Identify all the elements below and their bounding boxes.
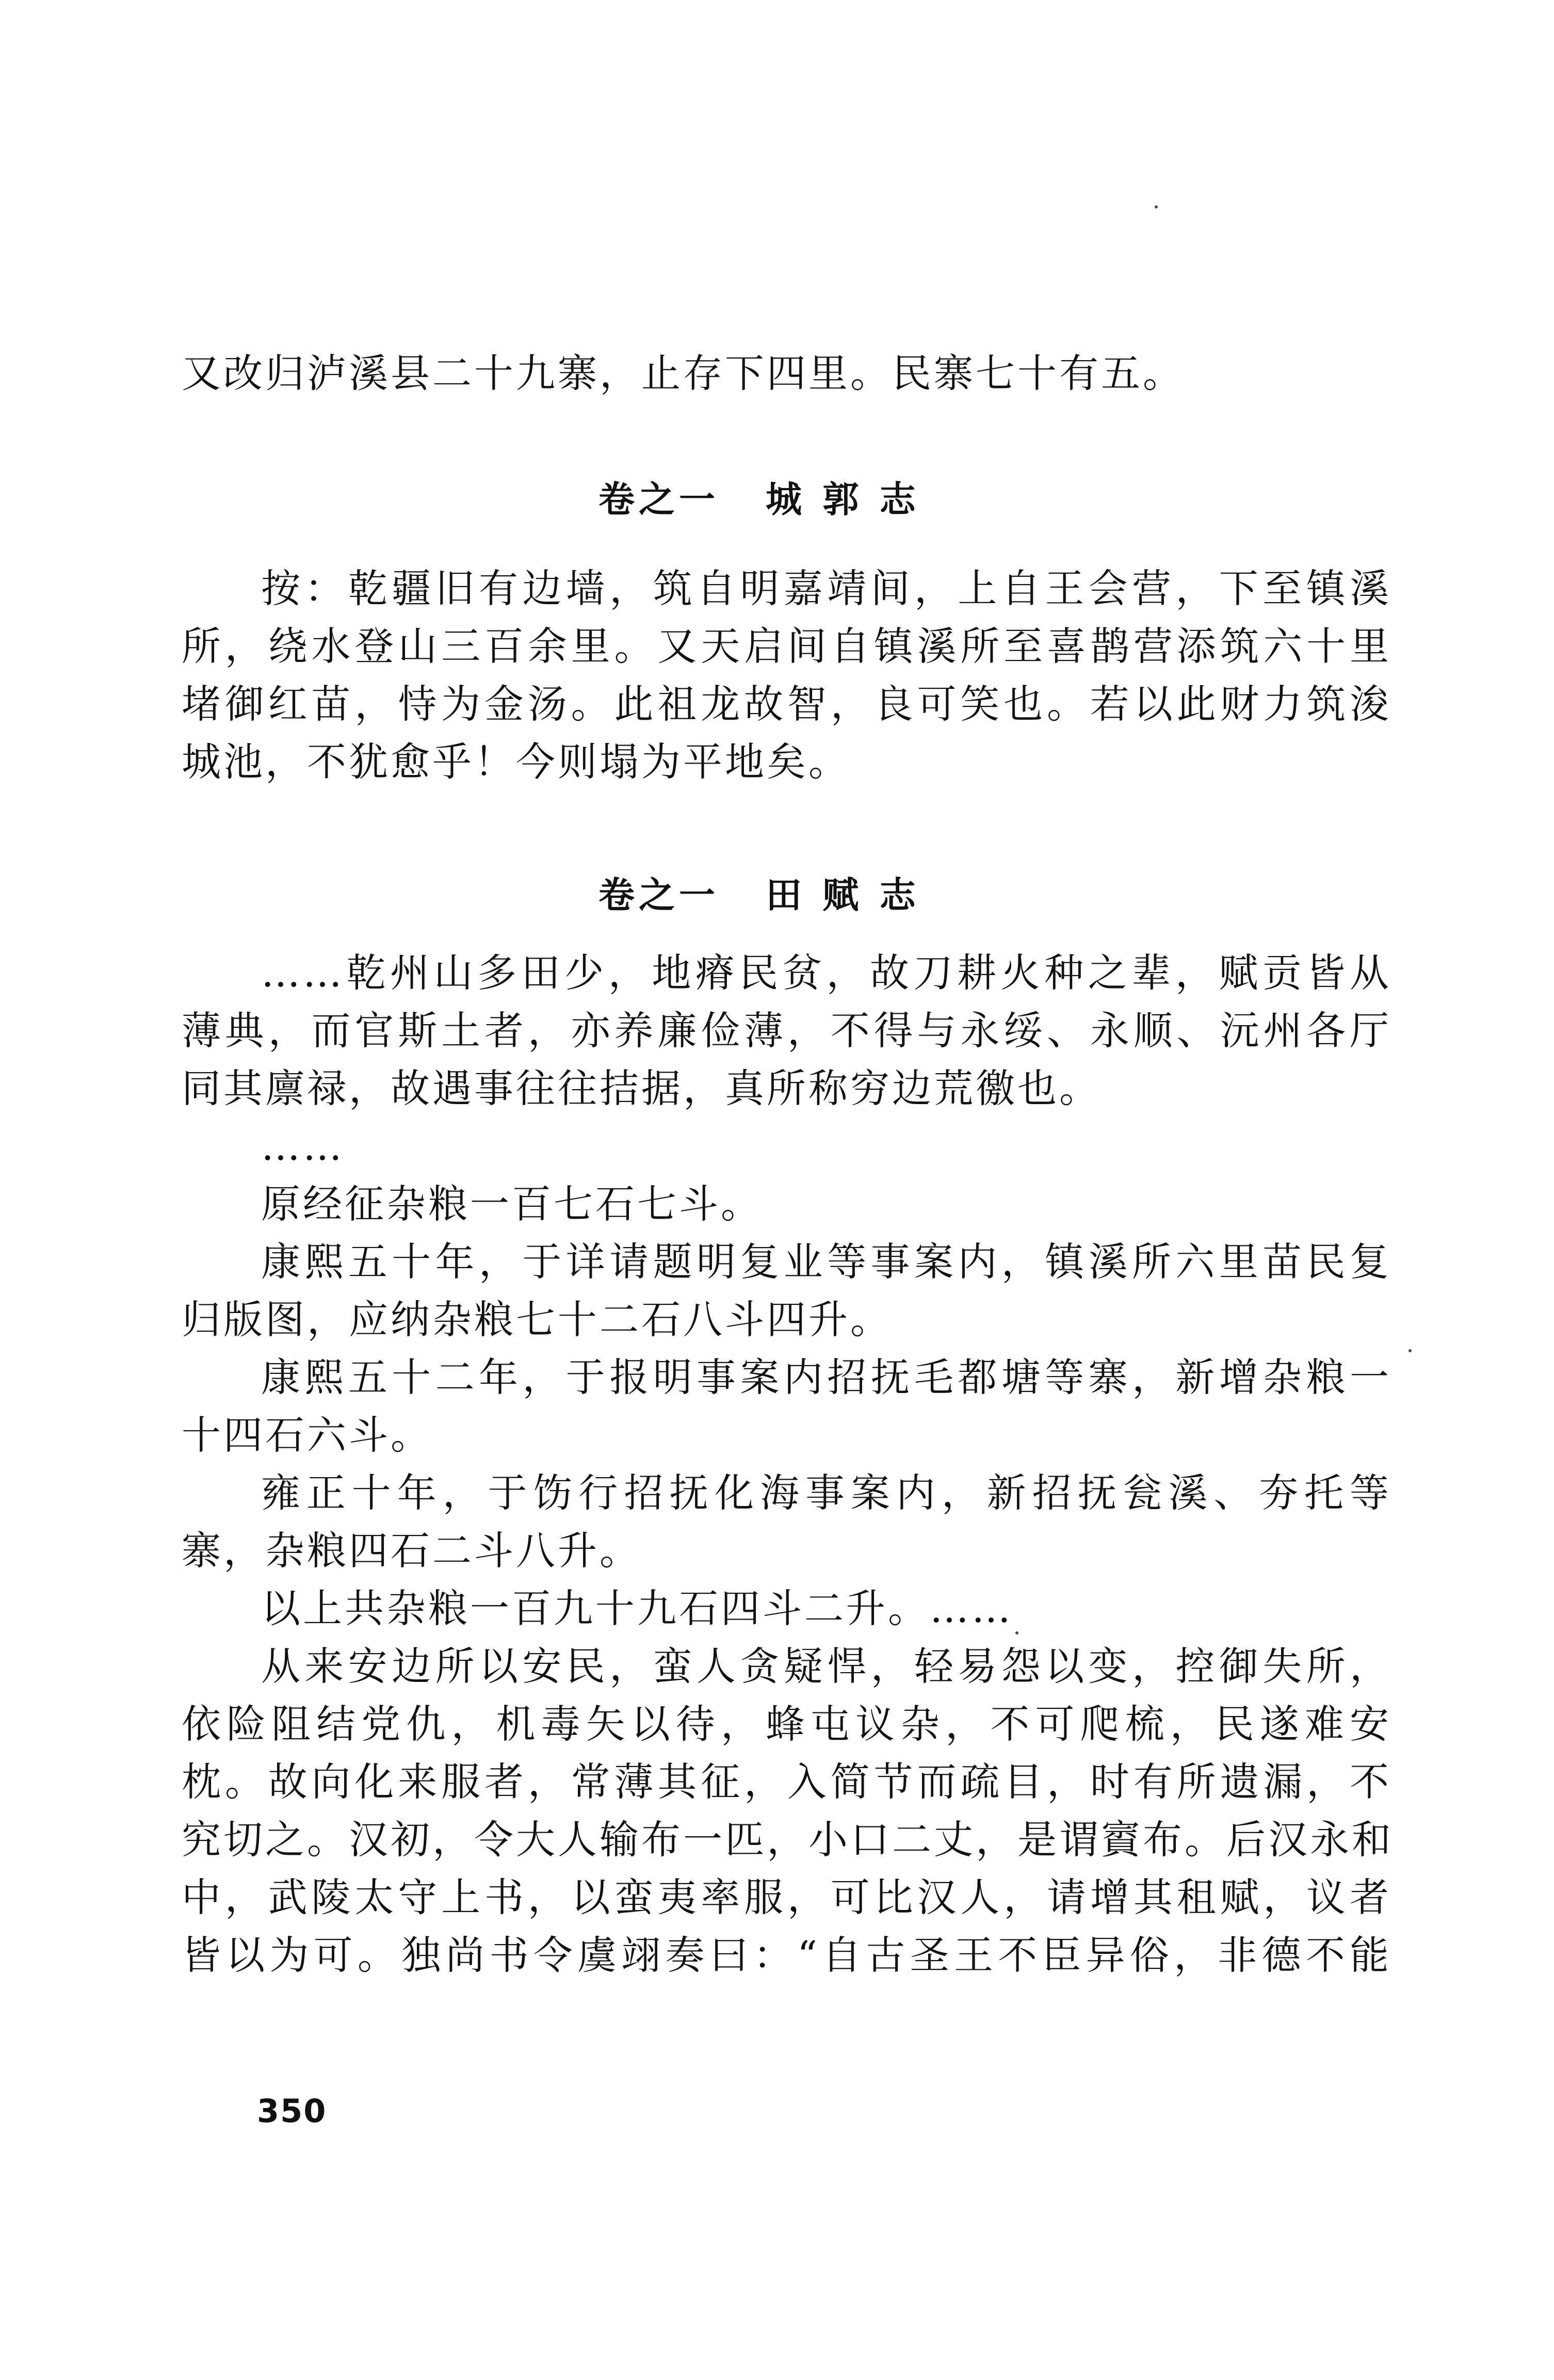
text-line: 以上共杂粮一百九十九石四斗二升。…… bbox=[261, 1585, 1013, 1631]
text-line: 从来安边所以安民，蛮人贪疑悍，轻易怨以变，控御失所， bbox=[261, 1643, 1391, 1689]
page-number: 350 bbox=[257, 2092, 327, 2130]
text-line: 康熙五十二年，于报明事案内招抚毛都塘等寨，新增杂粮一 bbox=[261, 1354, 1391, 1400]
text-line: 原经征杂粮一百七石七斗。 bbox=[261, 1181, 763, 1227]
heading-volume: 卷之一 bbox=[598, 874, 719, 916]
opening-paragraph bbox=[182, 345, 1391, 402]
scan-speck bbox=[1015, 1631, 1018, 1634]
scan-speck bbox=[1409, 1349, 1412, 1352]
text-line: 皆以为可。独尚书令虞翊奏曰：“自古圣王不臣异俗，非德不能 bbox=[182, 1932, 1391, 1978]
text-line: 薄典，而官斯土者，亦养廉俭薄，不得与永绥、永顺、沅州各厅 bbox=[182, 1008, 1391, 1054]
opening-line: 又改归泸溪县二十九寨，止存下四里。民寨七十有五。 bbox=[182, 350, 1185, 396]
heading-volume: 卷之一 bbox=[598, 478, 719, 521]
text-line: 康熙五十年，于详请题明复业等事案内，镇溪所六里苗民复 bbox=[261, 1239, 1391, 1285]
text-line: 归版图，应纳杂粮七十二石八斗四升。 bbox=[182, 1297, 892, 1342]
ellipsis-line: …… bbox=[261, 1123, 345, 1169]
text-line: 中，武陵太守上书，以蛮夷率服，可比汉人，请增其租赋，议者 bbox=[182, 1874, 1391, 1920]
text-line: 十四石六斗。 bbox=[182, 1412, 432, 1458]
text-line: 所，绕水登山三百余里。又天启间自镇溪所至喜鹊营添筑六十里 bbox=[182, 623, 1391, 669]
scan-speck bbox=[1155, 205, 1158, 208]
text-line: 依险阻结党仇，机毒矢以待，蜂屯议杂，不可爬梳，民遂难安 bbox=[182, 1701, 1391, 1747]
text-line: 雍正十年，于饬行招抚化海事案内，新招抚瓮溪、夯托等 bbox=[261, 1470, 1391, 1516]
text-line: 究切之。汉初，令大人输布一匹，小口二丈，是谓賨布。后汉永和 bbox=[182, 1817, 1394, 1863]
section-heading-city-walls bbox=[598, 474, 970, 525]
text-line: 按：乾疆旧有边墙，筑自明嘉靖间，上自王会营，下至镇溪 bbox=[261, 565, 1391, 611]
heading-title: 田 赋 志 bbox=[766, 874, 920, 916]
text-line: 堵御红苗，恃为金汤。此祖龙故智，良可笑也。若以此财力筑浚 bbox=[182, 681, 1391, 727]
text-line: ……乾州山多田少，地瘠民贫，故刀耕火种之辈，赋贡皆从 bbox=[261, 950, 1391, 996]
text-line: 城池，不犹愈乎！今则塌为平地矣。 bbox=[182, 739, 850, 785]
land-tax-paragraphs bbox=[182, 944, 1394, 1984]
text-line: 寨，杂粮四石二斗八升。 bbox=[182, 1528, 641, 1574]
heading-title: 城 郭 志 bbox=[766, 478, 920, 521]
city-walls-paragraph bbox=[182, 560, 1391, 791]
section-heading-land-tax bbox=[598, 869, 970, 921]
text-line: 同其廪禄，故遇事往往拮据，真所称穷边荒徼也。 bbox=[182, 1065, 1101, 1111]
text-line: 枕。故向化来服者，常薄其征，入简节而疏目，时有所遗漏，不 bbox=[182, 1759, 1391, 1805]
